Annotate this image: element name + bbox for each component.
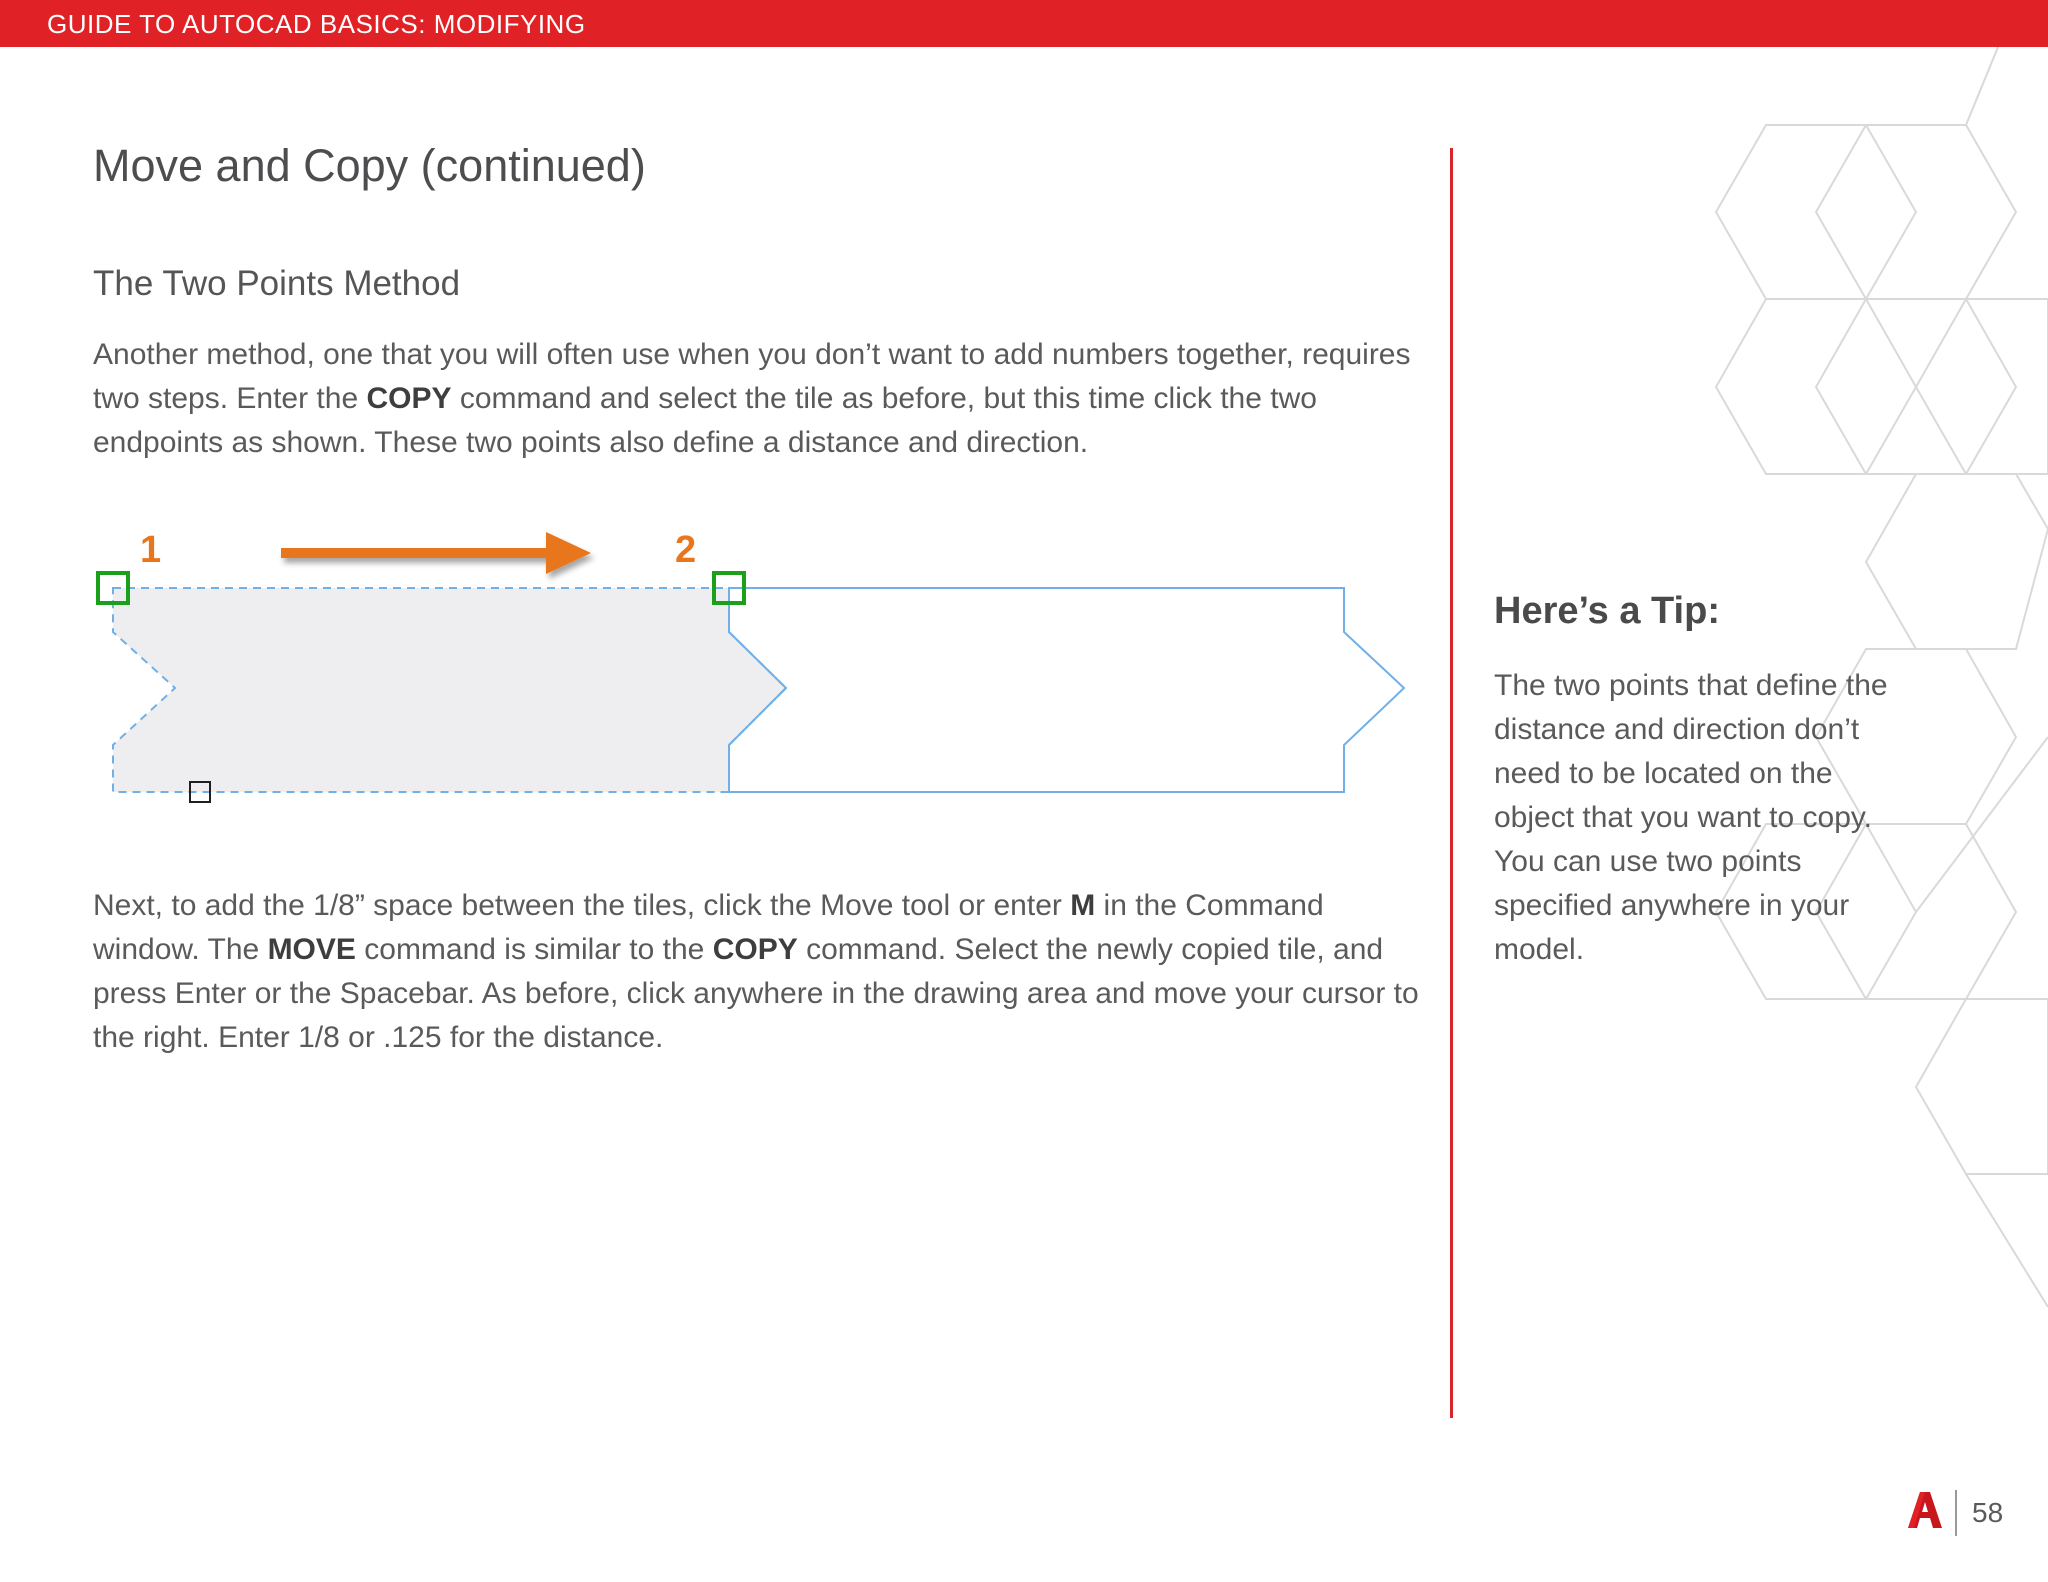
- paragraph-text: Next, to add the 1/8” space between the tiles, click the Move tool or enter: [93, 889, 1071, 922]
- tip-heading: Here’s a Tip:: [1494, 590, 1720, 632]
- paragraph-move-command: [93, 884, 1433, 1060]
- paragraph-two-points-method: [93, 333, 1433, 465]
- footer-separator: [1955, 1490, 1957, 1536]
- header-title: GUIDE TO AUTOCAD BASICS: MODIFYING: [47, 9, 586, 39]
- paragraph-text: Another method, one that you will often use when you don’t want to add numbers together, requires two steps. Enter the: [93, 338, 1411, 415]
- paragraph-text: command is similar to the: [355, 933, 713, 966]
- paragraph-text: in the Command window. The: [93, 889, 1324, 966]
- autocad-logo-icon: [1906, 1490, 1942, 1530]
- point-2-label: 2: [675, 529, 697, 571]
- bold-command-text: MOVE: [267, 933, 356, 966]
- page-title: Move and Copy (continued): [93, 140, 646, 191]
- copy-two-points-illustration: [86, 520, 1416, 820]
- copied-tile: [729, 588, 1404, 792]
- tip-body: The two points that define the distance and direction don’t need to be located on the object that you want to copy. You can use two points specified anywhere in your model.: [1494, 669, 1888, 966]
- bold-command-text: COPY: [712, 933, 798, 966]
- paragraph-text: command and select the tile as before, but this time click the two endpoints as shown. These two points also define a distance and direction.: [93, 382, 1317, 459]
- bold-command-text: COPY: [366, 382, 452, 415]
- vertical-divider: [1450, 148, 1453, 1418]
- original-tile: [113, 588, 786, 792]
- point-1-label: 1: [140, 529, 162, 571]
- bold-command-text: M: [1070, 889, 1096, 922]
- header-bar: [0, 0, 2048, 47]
- direction-arrow: [281, 532, 591, 574]
- paragraph-text: command. Select the newly copied tile, and press Enter or the Spacebar. As before, click anywhere in the drawing area and move your cursor to the right. Enter 1/8 or .125 for the distance.: [93, 933, 1419, 1054]
- page-number: 58: [1972, 1497, 2004, 1528]
- section-title: The Two Points Method: [93, 264, 461, 303]
